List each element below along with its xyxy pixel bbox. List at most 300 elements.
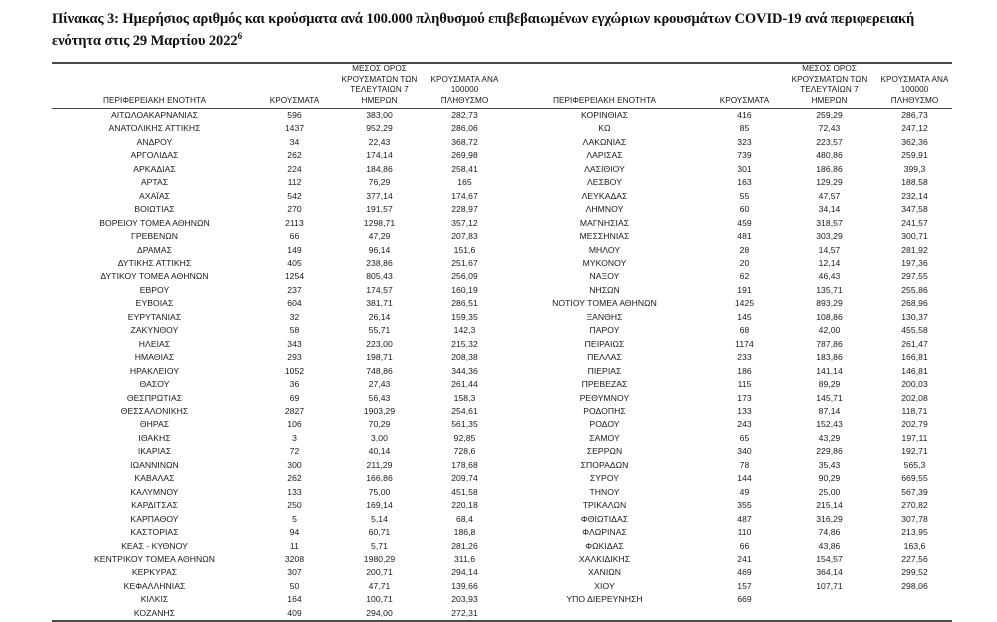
avg7days-cell: 238,86 xyxy=(366,257,393,268)
region-cell: ΗΡΑΚΛΕΙΟΥ xyxy=(129,365,180,376)
per100k-cell: 268,96 xyxy=(901,298,928,309)
cases-cell: 34 xyxy=(289,136,300,147)
header-per100k-line1: ΚΡΟΥΣΜΑΤΑ ΑΝΑ 100000 xyxy=(880,74,949,94)
cases-cell: 237 xyxy=(287,284,302,295)
avg7days-cell: 129,29 xyxy=(816,177,843,188)
region-cell: ΕΥΡΥΤΑΝΙΑΣ xyxy=(127,311,182,322)
table-row xyxy=(502,324,952,337)
region-cell: ΡΟΔΟΥ xyxy=(589,419,620,430)
avg7days-cell: 215,14 xyxy=(816,500,843,511)
region-cell: ΑΡΓΟΛΙΔΑΣ xyxy=(130,150,179,161)
cases-cell: 3208 xyxy=(284,553,305,564)
cases-cell: 307 xyxy=(287,567,302,578)
cases-cell: 65 xyxy=(739,432,750,443)
table-row xyxy=(502,378,952,391)
region-cell: ΜΕΣΣΗΝΙΑΣ xyxy=(579,231,630,242)
table-row xyxy=(502,351,952,364)
table-row xyxy=(52,163,502,176)
table-row xyxy=(52,499,502,512)
table-row xyxy=(52,244,502,257)
region-cell: ΧΑΛΚΙΔΙΚΗΣ xyxy=(578,553,631,564)
avg7days-cell: 46,43 xyxy=(818,271,841,282)
per100k-cell: 300,71 xyxy=(901,231,928,242)
avg7days-cell xyxy=(782,593,877,606)
avg7days-cell: 43,86 xyxy=(818,540,841,551)
cases-cell: 36 xyxy=(289,379,300,390)
avg7days-cell: 12,14 xyxy=(818,257,841,268)
avg7days-cell: 186,86 xyxy=(816,163,843,174)
cases-cell: 115 xyxy=(737,379,752,390)
cases-cell: 85 xyxy=(739,123,750,134)
per100k-cell: 399,3 xyxy=(903,163,926,174)
region-cell: ΔΡΑΜΑΣ xyxy=(136,244,173,255)
per100k-cell: 158,3 xyxy=(453,392,476,403)
region-cell: ΑΙΤΩΛΟΑΚΑΡΝΑΝΙΑΣ xyxy=(110,110,199,120)
per100k-cell: 669,55 xyxy=(901,473,928,484)
per100k-cell: 209,74 xyxy=(451,473,478,484)
per100k-cell: 272,31 xyxy=(451,607,478,618)
cases-cell: 28 xyxy=(739,244,750,255)
region-cell: ΠΕΙΡΑΙΩΣ xyxy=(584,338,625,349)
header-per100k-line1: ΚΡΟΥΣΜΑΤΑ ΑΝΑ 100000 xyxy=(430,74,499,94)
table-row xyxy=(52,270,502,283)
header-avg7days-line1: ΜΕΣΟΣ ΟΡΟΣ xyxy=(802,64,857,73)
header-row xyxy=(502,64,952,109)
caption-text: Πίνακας 3: Ημερήσιος αριθμός και κρούσματα ανά 100.000 πληθυσμού επιβεβαιωμένων εγχώριων κρουσμάτων COVID-19 ανά περιφερειακή ενότητα στις 29 Μαρτίου 2022 xyxy=(52,11,915,50)
header-avg7days-line3: ΤΕΛΕΥΤΑΙΩΝ 7 ΗΜΕΡΩΝ xyxy=(800,85,859,105)
avg7days-cell: 14,57 xyxy=(818,244,841,255)
table-row xyxy=(52,324,502,337)
table-left-body xyxy=(52,109,502,621)
region-cell: ΚΑΡΔΙΤΣΑΣ xyxy=(131,500,178,511)
table-row xyxy=(502,392,952,405)
table-row xyxy=(52,203,502,216)
avg7days-cell: 47,29 xyxy=(368,231,391,242)
table-row xyxy=(502,203,952,216)
cases-cell: 270 xyxy=(287,204,302,215)
cases-cell: 604 xyxy=(287,298,302,309)
per100k-cell: 232,14 xyxy=(901,190,928,201)
avg7days-cell: 1903,29 xyxy=(363,405,396,416)
cases-cell: 459 xyxy=(737,217,752,228)
cases-cell: 62 xyxy=(739,271,750,282)
regional-cases-table xyxy=(52,62,952,622)
per100k-cell: 163,6 xyxy=(903,540,926,551)
per100k-cell: 146,81 xyxy=(901,365,928,376)
cases-cell: 596 xyxy=(287,110,302,120)
per100k-cell: 294,14 xyxy=(451,567,478,578)
avg7days-cell: 364,14 xyxy=(816,567,843,578)
per100k-cell: 151,6 xyxy=(453,244,476,255)
cases-cell: 94 xyxy=(289,527,300,538)
region-cell: ΑΧΑΪΑΣ xyxy=(139,190,170,201)
region-cell: ΘΕΣΣΑΛΟΝΙΚΗΣ xyxy=(120,405,189,416)
per100k-cell: 565,3 xyxy=(903,459,926,470)
table-row xyxy=(502,122,952,135)
cases-cell: 233 xyxy=(737,352,752,363)
table-left-header xyxy=(52,64,502,109)
cases-cell: 144 xyxy=(737,473,752,484)
cases-cell: 409 xyxy=(287,607,302,618)
region-cell: ΕΥΒΟΙΑΣ xyxy=(135,298,174,309)
table-row xyxy=(502,365,952,378)
header-per100k-line2: ΠΛΗΘΥΣΜΟ xyxy=(440,95,489,105)
table-row xyxy=(502,217,952,230)
avg7days-cell: 211,29 xyxy=(366,459,393,470)
cases-cell: 2113 xyxy=(285,217,304,228)
region-cell: ΛΕΣΒΟΥ xyxy=(587,177,622,188)
region-cell: ΜΗΛΟΥ xyxy=(588,244,621,255)
avg7days-cell: 316,29 xyxy=(816,513,843,524)
region-cell: ΚΙΛΚΙΣ xyxy=(140,594,169,605)
per100k-cell: 139,66 xyxy=(451,580,478,591)
table-row xyxy=(52,432,502,445)
table-row xyxy=(502,405,952,418)
table-row xyxy=(502,566,952,579)
region-cell: ΠΡΕΒΕΖΑΣ xyxy=(581,379,628,390)
avg7days-cell: 5,14 xyxy=(371,513,388,524)
cases-cell: 11 xyxy=(289,540,300,551)
per100k-cell: 208,38 xyxy=(451,352,478,363)
per100k-cell: 362,36 xyxy=(901,136,928,147)
cases-cell: 739 xyxy=(737,150,752,161)
cases-cell: 469 xyxy=(737,567,752,578)
header-per100k-line2: ΠΛΗΘΥΣΜΟ xyxy=(890,95,939,105)
region-cell: ΚΑΣΤΟΡΙΑΣ xyxy=(130,527,179,538)
avg7days-cell: 200,71 xyxy=(366,567,393,578)
region-cell: ΚΕΝΤΡΙΚΟΥ ΤΟΜΕΑ ΑΘΗΝΩΝ xyxy=(94,553,215,564)
per100k-cell: 281,26 xyxy=(451,540,478,551)
table-row xyxy=(502,553,952,566)
per100k-cell: 118,71 xyxy=(901,405,928,416)
cases-cell: 487 xyxy=(737,513,752,524)
table-row xyxy=(502,445,952,458)
region-cell: ΧΙΟΥ xyxy=(594,580,615,591)
table-row xyxy=(52,405,502,418)
per100k-cell: 213,95 xyxy=(901,527,928,538)
table-row xyxy=(52,122,502,135)
cases-cell: 542 xyxy=(287,190,302,201)
table-row xyxy=(502,513,952,526)
avg7days-cell: 55,71 xyxy=(368,325,391,336)
header-avg7days xyxy=(332,64,427,109)
avg7days-cell: 135,71 xyxy=(816,284,843,295)
region-cell: ΚΩ xyxy=(598,123,611,134)
per100k-cell: 215,32 xyxy=(451,338,478,349)
table-row xyxy=(52,365,502,378)
cases-cell: 145 xyxy=(737,311,752,322)
avg7days-cell: 47,57 xyxy=(818,190,841,201)
per100k-cell: 227,56 xyxy=(901,553,928,564)
region-cell: ΙΘΑΚΗΣ xyxy=(138,432,171,443)
region-cell: ΣΕΡΡΩΝ xyxy=(586,446,623,457)
avg7days-cell: 47,71 xyxy=(368,580,391,591)
per100k-cell: 307,78 xyxy=(901,513,928,524)
per100k-cell: 228,97 xyxy=(451,204,478,215)
avg7days-cell: 89,29 xyxy=(818,379,841,390)
region-cell: ΒΟΡΕΙΟΥ ΤΟΜΕΑ ΑΘΗΝΩΝ xyxy=(99,217,210,228)
table-row xyxy=(502,109,952,123)
avg7days-cell: 90,29 xyxy=(818,473,841,484)
per100k-cell: 344,36 xyxy=(451,365,478,376)
avg7days-cell: 76,29 xyxy=(368,177,391,188)
table-row xyxy=(502,284,952,297)
region-cell: ΙΩΑΝΝΙΝΩΝ xyxy=(130,459,179,470)
cases-cell: 2827 xyxy=(284,405,305,416)
avg7days-cell: 381,71 xyxy=(366,298,393,309)
avg7days-cell: 198,71 xyxy=(366,352,393,363)
per100k-cell: 247,12 xyxy=(901,123,928,134)
table-row xyxy=(52,593,502,606)
region-cell: ΡΕΘΥΜΝΟΥ xyxy=(579,392,630,403)
region-cell: ΝΟΤΙΟΥ ΤΟΜΕΑ ΑΘΗΝΩΝ xyxy=(552,298,657,309)
region-cell: ΒΟΙΩΤΙΑΣ xyxy=(134,204,175,215)
table-left-half xyxy=(52,64,502,620)
table-row xyxy=(502,149,952,162)
per100k-cell: 256,09 xyxy=(451,271,478,282)
avg7days-cell: 100,71 xyxy=(366,594,393,605)
table-row xyxy=(52,486,502,499)
per100k-cell: 251,67 xyxy=(451,257,478,268)
table-left xyxy=(52,64,502,620)
cases-cell: 340 xyxy=(737,446,752,457)
avg7days-cell: 169,14 xyxy=(366,500,393,511)
table-row xyxy=(502,472,952,485)
region-cell: ΡΟΔΟΠΗΣ xyxy=(583,405,626,416)
per100k-cell: 130,37 xyxy=(901,311,928,322)
table-row xyxy=(502,163,952,176)
per100k-cell: 311,6 xyxy=(453,553,476,564)
avg7days-cell: 183,86 xyxy=(816,352,843,363)
region-cell: ΔΥΤΙΚΟΥ ΤΟΜΕΑ ΑΘΗΝΩΝ xyxy=(100,271,209,282)
avg7days-cell: 893,29 xyxy=(816,298,843,309)
avg7days-cell: 229,86 xyxy=(816,446,843,457)
region-cell: ΠΙΕΡΙΑΣ xyxy=(587,365,622,376)
table-row xyxy=(52,526,502,539)
per100k-cell: 203,93 xyxy=(451,594,478,605)
table-caption xyxy=(52,8,952,53)
per100k-cell: 286,51 xyxy=(451,298,478,309)
per100k-cell: 357,12 xyxy=(451,217,478,228)
cases-cell: 481 xyxy=(737,231,752,242)
cases-cell: 32 xyxy=(289,311,300,322)
avg7days-cell: 87,14 xyxy=(818,405,841,416)
table-row xyxy=(52,540,502,553)
region-cell: ΚΕΡΚΥΡΑΣ xyxy=(131,567,178,578)
region-cell: ΚΑΒΑΛΑΣ xyxy=(134,473,175,484)
cases-cell: 1254 xyxy=(284,271,305,282)
table-row xyxy=(52,297,502,310)
region-cell: ΤΗΝΟΥ xyxy=(589,486,620,497)
header-avg7days-line2: ΚΡΟΥΣΜΑΤΩΝ ΤΩΝ xyxy=(791,74,868,84)
cases-cell: 262 xyxy=(287,473,302,484)
per100k-cell: 299,52 xyxy=(901,567,928,578)
region-cell: ΠΕΛΛΑΣ xyxy=(587,352,622,363)
avg7days-cell: 377,14 xyxy=(366,190,393,201)
cases-cell: 173 xyxy=(737,392,752,403)
header-avg7days-line1: ΜΕΣΟΣ ΟΡΟΣ xyxy=(352,64,407,73)
avg7days-cell: 174,57 xyxy=(366,284,393,295)
cases-cell: 416 xyxy=(737,110,752,120)
per100k-cell: 202,79 xyxy=(901,419,928,430)
region-cell: ΘΕΣΠΡΩΤΙΑΣ xyxy=(126,392,183,403)
region-cell: ΛΑΚΩΝΙΑΣ xyxy=(582,136,627,147)
table-row xyxy=(52,392,502,405)
table-right-half xyxy=(502,64,952,620)
table-row xyxy=(52,136,502,149)
per100k-cell: 451,58 xyxy=(451,486,478,497)
cases-cell: 343 xyxy=(287,338,302,349)
avg7days-cell: 223,00 xyxy=(366,338,393,349)
avg7days-cell: 303,29 xyxy=(816,231,843,242)
avg7days-cell: 184,86 xyxy=(366,163,393,174)
avg7days-cell: 154,57 xyxy=(816,553,843,564)
header-row xyxy=(52,64,502,109)
cases-cell: 250 xyxy=(287,500,302,511)
per100k-cell: 197,11 xyxy=(901,432,928,443)
table-row xyxy=(52,418,502,431)
region-cell: ΙΚΑΡΙΑΣ xyxy=(137,446,172,457)
avg7days-cell: 805,43 xyxy=(366,271,393,282)
table-row xyxy=(52,553,502,566)
avg7days-cell: 259,29 xyxy=(816,110,843,120)
avg7days-cell: 318,57 xyxy=(816,217,843,228)
avg7days-cell: 294,00 xyxy=(366,607,393,618)
region-cell: ΝΑΞΟΥ xyxy=(589,271,620,282)
region-cell: ΛΑΣΙΘΙΟΥ xyxy=(584,163,625,174)
table-row xyxy=(52,351,502,364)
region-cell: ΛΑΡΙΣΑΣ xyxy=(586,150,623,161)
region-cell: ΣΥΡΟΥ xyxy=(589,473,620,484)
per100k-cell: 241,57 xyxy=(901,217,928,228)
table-row xyxy=(52,338,502,351)
per100k-cell: 202,08 xyxy=(901,392,928,403)
table-row xyxy=(52,149,502,162)
per100k-cell: 174,67 xyxy=(451,190,478,201)
per100k-cell: 255,86 xyxy=(901,284,928,295)
avg7days-cell: 748,86 xyxy=(366,365,393,376)
avg7days-cell: 43,29 xyxy=(818,432,841,443)
region-cell: ΘΗΡΑΣ xyxy=(139,419,170,430)
header-cases: ΚΡΟΥΣΜΑΤΑ xyxy=(707,64,782,109)
per100k-cell: 192,71 xyxy=(901,446,928,457)
per100k-cell: 197,36 xyxy=(901,257,928,268)
avg7days-cell: 1980,29 xyxy=(363,553,396,564)
region-cell: ΛΕΥΚΑΔΑΣ xyxy=(581,190,628,201)
cases-cell: 78 xyxy=(739,459,750,470)
per100k-cell: 270,82 xyxy=(901,500,928,511)
per100k-cell: 188,58 xyxy=(901,177,928,188)
per100k-cell: 200,03 xyxy=(901,379,928,390)
avg7days-cell: 27,43 xyxy=(368,379,391,390)
header-region: ΠΕΡΙΦΕΡΕΙΑΚΗ ΕΝΟΤΗΤΑ xyxy=(502,64,707,109)
region-cell: ΤΡΙΚΑΛΩΝ xyxy=(582,500,627,511)
header-per100k xyxy=(877,64,952,109)
per100k-cell: 160,19 xyxy=(451,284,478,295)
cases-cell: 243 xyxy=(737,419,752,430)
table-right-header xyxy=(502,64,952,109)
table-row xyxy=(52,459,502,472)
cases-cell: 72 xyxy=(289,446,300,457)
table-row xyxy=(502,311,952,324)
avg7days-cell: 72,43 xyxy=(818,123,841,134)
cases-cell: 106 xyxy=(287,419,302,430)
cases-cell: 157 xyxy=(737,580,752,591)
region-cell: ΜΥΚΟΝΟΥ xyxy=(582,257,627,268)
table-row xyxy=(502,297,952,310)
cases-cell: 58 xyxy=(289,325,300,336)
header-per100k xyxy=(427,64,502,109)
table-row xyxy=(502,190,952,203)
per100k-cell: 286,06 xyxy=(451,123,478,134)
cases-cell: 133 xyxy=(737,405,752,416)
per100k-cell: 159,35 xyxy=(451,311,478,322)
table-row xyxy=(52,445,502,458)
region-cell: ΦΛΩΡΙΝΑΣ xyxy=(582,527,627,538)
region-cell: ΑΡΤΑΣ xyxy=(140,177,169,188)
per100k-cell: 254,61 xyxy=(451,405,478,416)
avg7days-cell: 70,29 xyxy=(368,419,391,430)
table-row xyxy=(52,217,502,230)
region-cell: ΔΥΤΙΚΗΣ ΑΤΤΙΚΗΣ xyxy=(117,257,192,268)
region-cell: ΚΑΛΥΜΝΟΥ xyxy=(130,486,179,497)
table-row-spacer xyxy=(502,607,952,620)
cases-cell: 301 xyxy=(737,163,752,174)
cases-cell: 1052 xyxy=(284,365,305,376)
table-right-body xyxy=(502,109,952,621)
header-cases: ΚΡΟΥΣΜΑΤΑ xyxy=(257,64,332,109)
cases-cell: 1437 xyxy=(284,123,305,134)
per100k-cell: 259,91 xyxy=(901,150,928,161)
avg7days-cell: 166,86 xyxy=(366,473,393,484)
per100k-cell: 297,55 xyxy=(901,271,928,282)
table-row xyxy=(502,459,952,472)
avg7days-cell: 107,71 xyxy=(816,580,843,591)
per100k-cell: 258,41 xyxy=(451,163,478,174)
per100k-cell: 261,47 xyxy=(901,338,928,349)
cases-cell: 3 xyxy=(292,432,297,443)
cases-cell: 66 xyxy=(289,231,300,242)
cases-cell: 110 xyxy=(737,527,752,538)
per100k-cell: 281,92 xyxy=(901,244,928,255)
avg7days-cell: 145,71 xyxy=(816,392,843,403)
region-cell: ΞΑΝΘΗΣ xyxy=(586,311,623,322)
per100k-cell: 68,4 xyxy=(456,513,473,524)
per100k-cell: 368,72 xyxy=(451,136,478,147)
per100k-cell: 261,44 xyxy=(451,379,478,390)
table-row xyxy=(502,486,952,499)
table-row xyxy=(502,244,952,257)
table-row xyxy=(52,109,502,123)
table-row xyxy=(502,257,952,270)
table-row xyxy=(52,190,502,203)
cases-cell: 293 xyxy=(287,352,302,363)
table-row xyxy=(52,513,502,526)
avg7days-cell: 108,86 xyxy=(816,311,843,322)
per100k-cell: 92,85 xyxy=(453,432,476,443)
region-cell: ΚΟΡΙΝΘΙΑΣ xyxy=(580,110,629,120)
region-cell: ΚΟΖΑΝΗΣ xyxy=(133,607,176,618)
cases-cell: 68 xyxy=(739,325,750,336)
per100k-cell: 347,58 xyxy=(901,204,928,215)
avg7days-cell: 74,86 xyxy=(818,527,841,538)
avg7days-cell: 75,00 xyxy=(368,486,391,497)
region-cell: ΦΘΙΩΤΙΔΑΣ xyxy=(580,513,629,524)
avg7days-cell: 60,71 xyxy=(368,527,391,538)
header-avg7days xyxy=(782,64,877,109)
cases-cell: 224 xyxy=(287,163,302,174)
per100k-cell: 178,68 xyxy=(451,459,478,470)
